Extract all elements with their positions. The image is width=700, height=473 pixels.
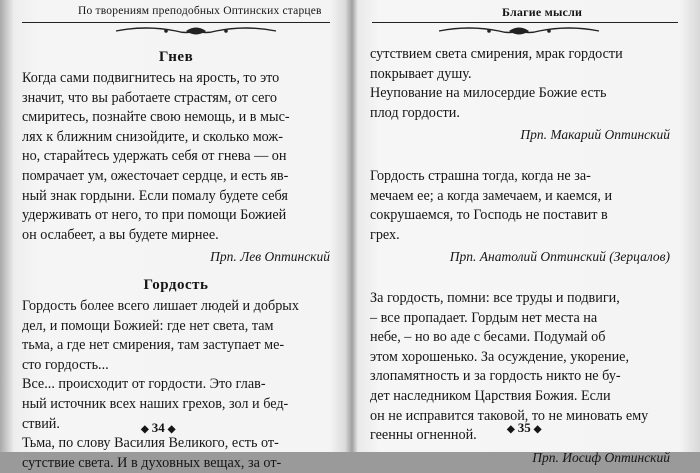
text-line: но, старайтесь удержать себя от гнева — он xyxy=(22,148,287,165)
text-line: небе, – но во аде с бесами. Подумай об xyxy=(370,329,606,346)
attribution-anatoliy: Прп. Анатолий Оптинский (Зерцалов) xyxy=(449,249,670,265)
text-line: Тьма, по слову Василия Великого, есть от- xyxy=(22,435,279,452)
text-line: сокрушаемся, то Господь не поставит в xyxy=(370,207,608,224)
text-line: Неупование на милосердие Божие есть xyxy=(370,85,607,102)
attribution-iosif: Прп. Иосиф Оптинский xyxy=(532,449,670,465)
text-line: ный знак гордыни. Если помалу будете себя xyxy=(22,187,288,204)
text-line: помрачает ум, ожесточает сердце, и есть яв- xyxy=(22,167,289,184)
left-page-body xyxy=(22,45,330,473)
text-line: Когда сами подвигнитесь на ярость, то это xyxy=(22,70,280,86)
ornament-right xyxy=(429,24,609,38)
running-head-left: По творениям преподобных Оптинских старцев xyxy=(78,5,322,17)
heading-gnev: Гнев xyxy=(158,49,194,65)
text-line: геенны огненной. xyxy=(370,427,477,444)
spacer xyxy=(370,273,670,289)
page-number-left xyxy=(138,420,178,436)
header-rule-right xyxy=(372,22,678,23)
diamond-ornament-icon: ◆ xyxy=(507,424,515,435)
text-line: лях к ближним снизойдите, и сколько мож- xyxy=(22,128,283,145)
text-line: дет наследником Царствия Божия. Если xyxy=(370,387,611,404)
attribution-makariy: Прп. Макарий Оптинский xyxy=(520,127,670,143)
left-page xyxy=(0,0,348,471)
heading-gordost: Гордость xyxy=(143,276,209,293)
paragraph-r3 xyxy=(370,167,670,245)
text-line: тьма, а где нет смирения, там заступает ме- xyxy=(22,337,285,354)
text-line: сто гордость... xyxy=(22,356,109,373)
text-line: злопамятность и за гордость никто не бу- xyxy=(370,368,621,385)
text-line: удерживать от него, то при помощи Божией xyxy=(22,207,287,224)
text-line: смиритесь, познайте свою немощь, и в мыс- xyxy=(22,109,290,126)
text-line: мечаем ее; а когда замечаем, и каемся, и xyxy=(370,187,613,204)
paragraph-gnev xyxy=(22,69,330,245)
page-number-value: 35 xyxy=(517,420,531,435)
paragraph-r2 xyxy=(370,84,670,123)
running-head-right: Благие мысли xyxy=(502,5,583,19)
diamond-ornament-icon: ◆ xyxy=(141,424,149,435)
text-line: сутствие света. И в духовных вещах, за от- xyxy=(22,454,282,471)
text-line: он ослабеет, а вы будете мирнее. xyxy=(22,226,219,243)
spacer xyxy=(370,151,670,167)
text-line: он не исправится таковой, то не миновать ему xyxy=(370,407,649,424)
page-number-right xyxy=(504,420,544,436)
right-page xyxy=(352,0,700,465)
text-line: – все пропадает. Гордым нет места на xyxy=(370,309,598,326)
text-line: покрывает душу. xyxy=(370,65,472,82)
text-line: ствий. xyxy=(22,415,60,432)
attribution-lev: Прп. Лев Оптинский xyxy=(210,249,330,265)
text-line: Гордость более всего лишает людей и добрых xyxy=(22,297,299,314)
text-line: Гордость страшна тогда, когда не за- xyxy=(370,167,591,184)
text-line: дел, и помощи Божией: где нет света, там xyxy=(22,317,274,334)
text-line: сутствием света смирения, мрак гордости xyxy=(370,46,623,62)
text-line: грех. xyxy=(370,226,400,243)
right-page-body xyxy=(370,45,670,473)
text-line: значит, что вы работаете страстям, от сего xyxy=(22,89,277,106)
text-line: ный источник всех наших грехов, зол и бед- xyxy=(22,395,289,412)
text-line: За гордость, помни: все труды и подвиги, xyxy=(370,289,620,306)
text-line: этом хорошенько. За осуждение, укорение, xyxy=(370,348,630,365)
paragraph-gordost-3 xyxy=(22,434,330,473)
text-line: Все... происходит от гордости. Это глав- xyxy=(22,376,266,393)
diamond-ornament-icon: ◆ xyxy=(167,424,176,435)
diamond-ornament-icon: ◆ xyxy=(533,424,542,435)
paragraph-r1 xyxy=(370,45,670,84)
paragraph-gordost-1 xyxy=(22,297,330,375)
header-rule-left xyxy=(22,22,330,23)
ornament-left xyxy=(106,24,286,38)
text-line: плод гордости. xyxy=(370,104,460,121)
page-number-value: 34 xyxy=(151,420,165,435)
